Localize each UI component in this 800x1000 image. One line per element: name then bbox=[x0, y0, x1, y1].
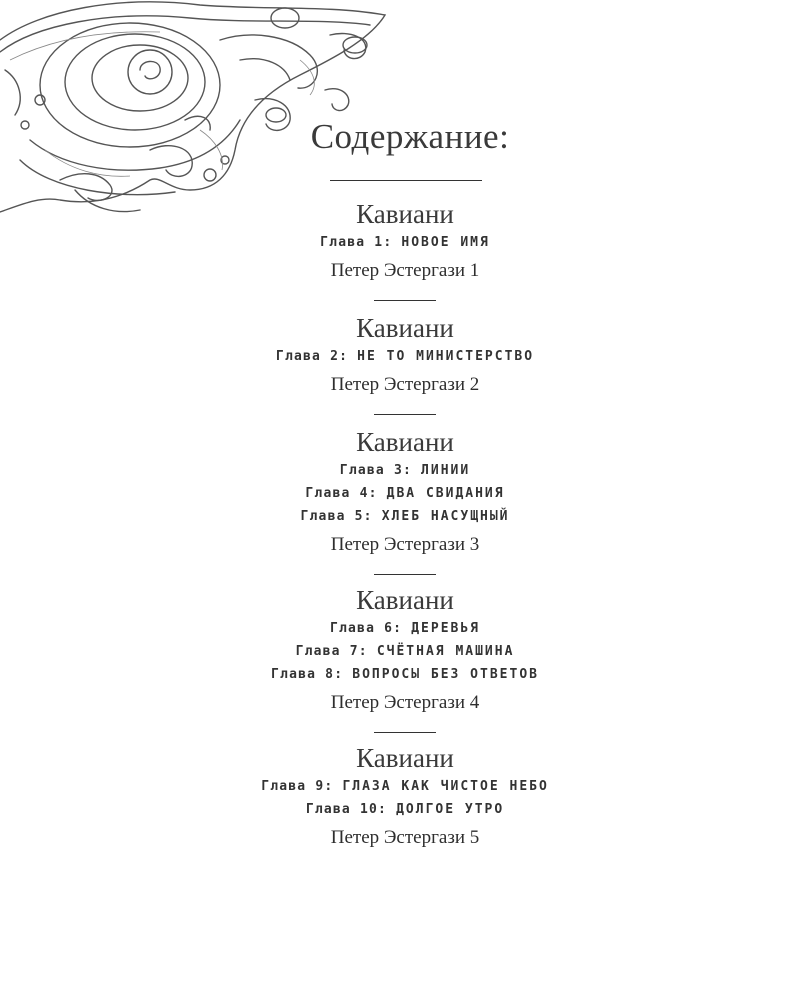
section-divider bbox=[374, 732, 436, 733]
section-divider bbox=[374, 300, 436, 301]
chapter-entry-8[interactable] bbox=[0, 663, 800, 686]
chapter-label: Глава 5: bbox=[300, 509, 373, 524]
chapter-label: Глава 6: bbox=[329, 621, 403, 636]
title-divider bbox=[330, 180, 482, 181]
chapter-title: НОВОЕ ИМЯ bbox=[401, 235, 490, 250]
toc-section-5 bbox=[0, 742, 800, 853]
chapter-label: Глава 2: bbox=[275, 349, 349, 364]
chapter-label: Глава 7: bbox=[295, 644, 368, 659]
chapter-entry-5[interactable] bbox=[0, 505, 800, 528]
chapter-label: Глава 4: bbox=[305, 486, 378, 501]
chapter-entry-4[interactable] bbox=[0, 482, 800, 505]
chapter-label: Глава 9: bbox=[261, 779, 334, 794]
interlude-entry[interactable]: Петер Эстергази 1 bbox=[330, 260, 480, 281]
chapter-label: Глава 10: bbox=[305, 802, 388, 817]
chapter-entry-6[interactable] bbox=[0, 617, 800, 640]
chapter-entry-1[interactable] bbox=[0, 231, 800, 254]
section-divider bbox=[374, 574, 436, 575]
chapter-entry-10[interactable] bbox=[0, 798, 800, 821]
page-title: Содержание: bbox=[310, 117, 510, 156]
interlude-entry[interactable]: Петер Эстергази 2 bbox=[330, 374, 480, 395]
chapter-title: ДОЛГОЕ УТРО bbox=[396, 802, 505, 817]
section-name: Кавиани bbox=[356, 313, 454, 343]
chapter-title: НЕ ТО МИНИСТЕРСТВО bbox=[357, 349, 535, 364]
chapter-title: ДЕРЕВЬЯ bbox=[411, 621, 481, 636]
section-name: Кавиани bbox=[356, 427, 454, 457]
chapter-title: ГЛАЗА КАК ЧИСТОЕ НЕБО bbox=[342, 779, 549, 794]
interlude-entry[interactable]: Петер Эстергази 4 bbox=[330, 692, 480, 713]
chapter-title: ЛИНИИ bbox=[421, 463, 471, 478]
section-name: Кавиани bbox=[356, 585, 454, 615]
chapter-title: ХЛЕБ НАСУЩНЫЙ bbox=[381, 509, 510, 524]
chapter-title: ДВА СВИДАНИЯ bbox=[386, 486, 505, 501]
chapter-entry-3[interactable] bbox=[0, 459, 800, 482]
section-name: Кавиани bbox=[356, 743, 454, 773]
chapter-entry-2[interactable] bbox=[0, 345, 800, 368]
chapter-label: Глава 8: bbox=[271, 667, 344, 682]
chapter-entry-9[interactable] bbox=[0, 775, 800, 798]
toc-section-1 bbox=[0, 198, 800, 301]
section-divider bbox=[374, 414, 436, 415]
interlude-entry[interactable]: Петер Эстергази 3 bbox=[330, 534, 480, 555]
toc-section-3 bbox=[0, 426, 800, 575]
chapter-title: ВОПРОСЫ БЕЗ ОТВЕТОВ bbox=[352, 667, 539, 682]
section-name: Кавиани bbox=[356, 199, 454, 229]
chapter-label: Глава 3: bbox=[339, 463, 413, 478]
chapter-title: СЧЁТНАЯ МАШИНА bbox=[376, 644, 515, 659]
corner-ornament-illustration bbox=[0, 0, 390, 225]
toc-section-2 bbox=[0, 312, 800, 415]
interlude-entry[interactable]: Петер Эстергази 5 bbox=[330, 827, 480, 848]
toc-section-4 bbox=[0, 584, 800, 733]
chapter-entry-7[interactable] bbox=[0, 640, 800, 663]
chapter-label: Глава 1: bbox=[320, 235, 393, 250]
